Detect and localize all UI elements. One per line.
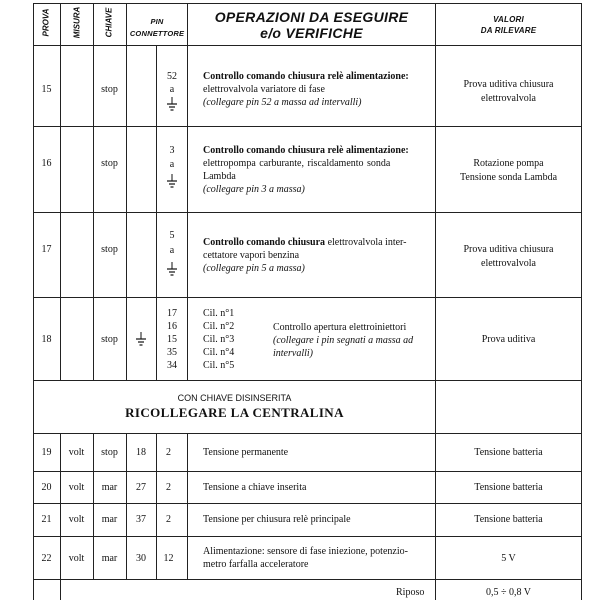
expected-value: Prova uditiva chiusura (463, 79, 554, 90)
row-divider (33, 297, 582, 298)
row-number: 15 (41, 84, 52, 95)
row-number: 19 (41, 447, 52, 458)
pin-value: a (169, 245, 175, 256)
cylinder-label: Cil. n°5 (203, 360, 235, 371)
pin-value: 30 (136, 553, 146, 564)
pin-value: 12 (163, 553, 174, 564)
header-prova: PROVA (41, 8, 51, 37)
expected-value: 0,5 ÷ 0,8 V (485, 587, 532, 598)
operation-text-line (203, 236, 407, 249)
col-divider (187, 3, 188, 380)
table-right-border (581, 3, 582, 600)
operation-title: Controllo comando chiusura relè alimentazione: (203, 145, 409, 156)
pin-value: 3 (169, 145, 175, 156)
pin-value: 15 (167, 334, 177, 345)
cylinder-label: Cil. n°4 (203, 347, 235, 358)
misura-value: volt (68, 553, 85, 564)
operation-note: intervalli) (273, 348, 313, 359)
pin-value: a (169, 84, 175, 95)
pin-value: 37 (136, 514, 146, 525)
operation-note: (collegare i pin segnati a massa ad (273, 335, 414, 346)
misura-value: volt (68, 447, 85, 458)
row-divider (33, 503, 582, 504)
header-misura: MISURA (72, 6, 82, 39)
misura-value: volt (68, 514, 85, 525)
pin-value: 18 (136, 447, 146, 458)
header-da-rilevare: DA RILEVARE (480, 26, 537, 35)
chiave-value: mar (101, 482, 118, 493)
header-verifiche: e/o VERIFICHE (260, 25, 363, 41)
pin-value: 2 (166, 514, 171, 525)
pin-value: 35 (167, 347, 177, 358)
ground-icon (167, 174, 177, 188)
cylinder-label: Cil. n°3 (203, 334, 235, 345)
pin-value: 52 (167, 71, 177, 82)
operation-text: Alimentazione: sensore di fase iniezione, potenzio- (203, 546, 408, 557)
row-number: 17 (41, 244, 52, 255)
row-number: 21 (41, 514, 52, 525)
operation-text: elettropompa carburante, riscaldamento sonda (203, 158, 391, 169)
expected-value: Tensione batteria (474, 482, 543, 493)
ground-icon (167, 97, 177, 111)
pin-value: 27 (136, 482, 146, 493)
expected-value: elettrovalvola (481, 93, 536, 104)
expected-value: Tensione batteria (474, 447, 543, 458)
operation-text: metro farfalla acceleratore (203, 559, 309, 570)
header-valori: VALORI (493, 15, 524, 24)
pin-value: 2 (166, 482, 171, 493)
chiave-value: stop (101, 158, 118, 169)
row-divider (33, 579, 582, 580)
row-divider (33, 126, 582, 127)
row-divider (33, 212, 582, 213)
pin-value: 5 (169, 230, 175, 241)
col-divider (60, 3, 61, 380)
table-top-border (33, 3, 582, 4)
expected-value: Tensione batteria (474, 514, 543, 525)
row-number: 16 (41, 158, 52, 169)
header-pin: PIN (150, 17, 164, 26)
chiave-value: stop (101, 334, 118, 345)
operation-note: (collegare pin 52 a massa ad intervalli) (203, 97, 362, 108)
chiave-value: mar (101, 514, 118, 525)
separator-note: CON CHIAVE DISINSERITA (177, 393, 292, 403)
operation-text: cettatore vapori benzina (203, 250, 300, 261)
ground-icon (167, 262, 177, 276)
pin-value: 17 (167, 308, 177, 319)
operation-note: (collegare pin 5 a massa) (203, 263, 305, 274)
operation-text: Tensione permanente (203, 447, 289, 458)
header-connettore: CONNETTORE (129, 29, 185, 38)
row-divider (33, 536, 582, 537)
cylinder-label: Cil. n°2 (203, 321, 235, 332)
operation-text: Tensione a chiave inserita (203, 482, 307, 493)
chiave-value: stop (101, 84, 118, 95)
header-bottom-border (33, 45, 582, 46)
expected-value: Prova uditiva (481, 334, 536, 345)
operation-text: elettrovalvola variatore di fase (203, 84, 325, 95)
operation-text: Controllo apertura elettroiniettori (273, 322, 407, 333)
row-number: 22 (41, 553, 52, 564)
row-number: 18 (41, 334, 52, 345)
separator-title: RICOLLEGARE LA CENTRALINA (125, 405, 344, 420)
pin-value: a (169, 159, 175, 170)
expected-value: elettrovalvola (481, 258, 536, 269)
chiave-value: stop (101, 244, 118, 255)
cylinder-label: Cil. n°1 (203, 308, 235, 319)
row-divider (33, 471, 582, 472)
riposo-label: Riposo (396, 587, 425, 598)
row-number: 20 (41, 482, 52, 493)
operation-title: Controllo comando chiusura (203, 237, 326, 248)
expected-value: 5 V (501, 553, 516, 564)
pin-value: 2 (166, 447, 171, 458)
expected-value: Tensione sonda Lambda (459, 172, 558, 183)
chiave-value: mar (101, 553, 118, 564)
expected-value: Rotazione pompa (473, 158, 544, 169)
pin-value: 16 (167, 321, 177, 332)
operation-text: elettrovalvola inter- (325, 237, 407, 248)
operation-title: Controllo comando chiusura relè alimentazione: (203, 71, 409, 82)
pin-value: 34 (167, 360, 177, 371)
misura-value: volt (68, 482, 85, 493)
row-divider (33, 380, 582, 381)
ground-icon (136, 332, 146, 346)
col-divider (126, 3, 127, 380)
col-divider (93, 3, 94, 380)
col-divider (187, 433, 188, 579)
header-operazioni: OPERAZIONI DA ESEGUIRE (214, 9, 409, 25)
expected-value: Prova uditiva chiusura (463, 244, 554, 255)
row-divider (33, 433, 582, 434)
operation-text: Lambda (203, 171, 236, 182)
chiave-value: stop (101, 447, 118, 458)
operation-text: Tensione per chiusura relè principale (203, 514, 351, 525)
header-chiave: CHIAVE (104, 7, 114, 38)
operation-note: (collegare pin 3 a massa) (203, 184, 305, 195)
